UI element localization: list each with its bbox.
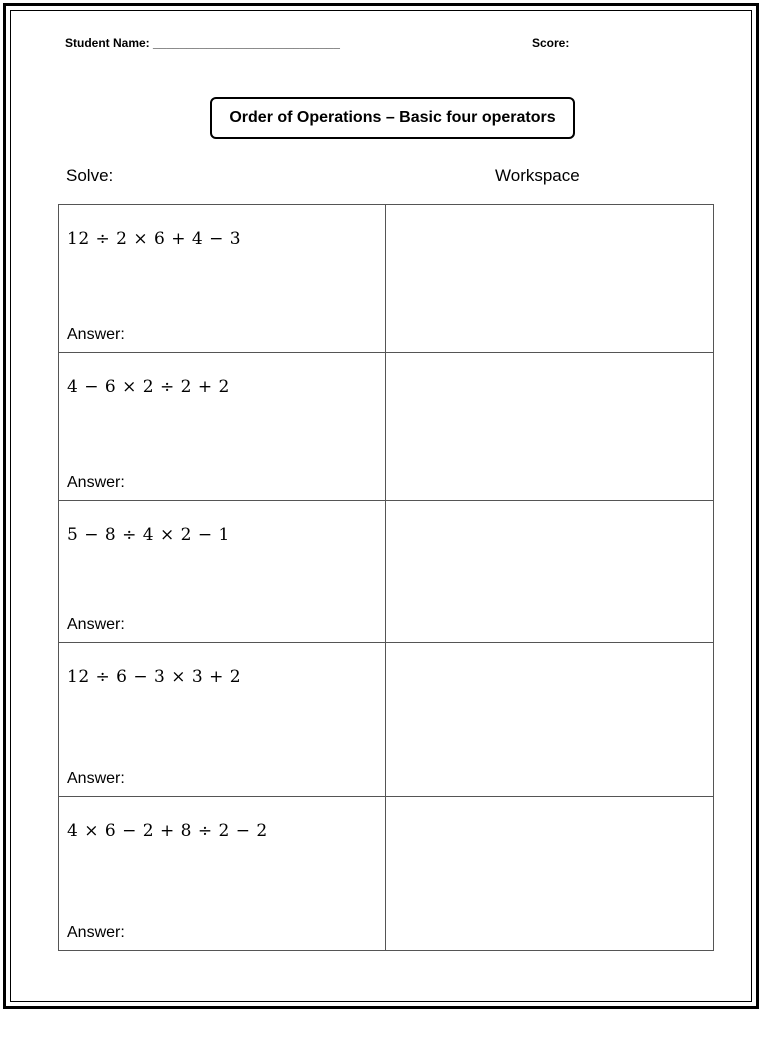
- problem-cell: [59, 205, 386, 353]
- workspace-label: Workspace: [495, 166, 580, 185]
- solve-label: Solve:: [66, 166, 114, 185]
- problem-row: [59, 643, 714, 797]
- workspace-cell[interactable]: [386, 643, 714, 797]
- workspace-cell[interactable]: [386, 501, 714, 643]
- answer-label: Answer:: [67, 474, 125, 491]
- problem-table: [58, 204, 714, 951]
- problem-expression: 4 − 6 × 2 ÷ 2 + 2: [67, 377, 230, 397]
- answer-label: Answer:: [67, 770, 125, 787]
- workspace-cell[interactable]: [386, 797, 714, 951]
- problem-row: [59, 353, 714, 501]
- problem-cell: [59, 353, 386, 501]
- problem-row: [59, 797, 714, 951]
- answer-label: Answer:: [67, 616, 125, 633]
- score-field: Score:: [532, 36, 570, 50]
- workspace-cell[interactable]: [386, 353, 714, 501]
- problem-cell: [59, 643, 386, 797]
- problem-cell: [59, 501, 386, 643]
- problem-expression: 12 ÷ 2 × 6 + 4 − 3: [67, 229, 242, 249]
- answer-label: Answer:: [67, 326, 125, 343]
- student-name-field: Student Name: ____________________________: [65, 36, 340, 50]
- problem-expression: 5 − 8 ÷ 4 × 2 − 1: [67, 525, 230, 545]
- problem-expression: 12 ÷ 6 − 3 × 3 + 2: [67, 667, 242, 687]
- worksheet-title: Order of Operations – Basic four operators: [210, 97, 575, 139]
- problem-expression: 4 × 6 − 2 + 8 ÷ 2 − 2: [67, 821, 268, 841]
- problem-row: [59, 205, 714, 353]
- workspace-cell[interactable]: [386, 205, 714, 353]
- answer-label: Answer:: [67, 924, 125, 941]
- problem-cell: [59, 797, 386, 951]
- problem-row: [59, 501, 714, 643]
